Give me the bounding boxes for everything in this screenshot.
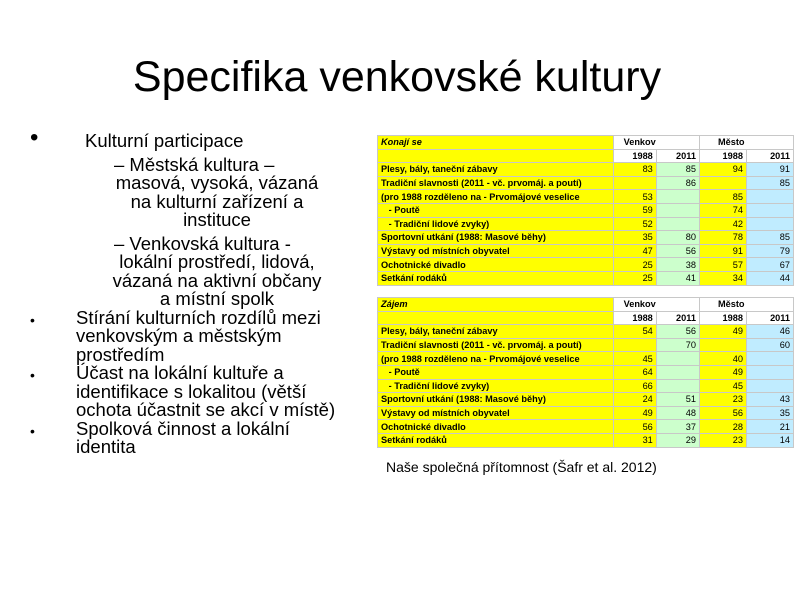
bullet-text: Kulturní participace xyxy=(85,130,244,151)
table-row xyxy=(378,203,794,217)
value-cell xyxy=(746,203,793,217)
value-cell: 80 xyxy=(656,231,699,245)
row-label: Výstavy od místních obyvatel xyxy=(378,406,614,420)
year-header: 1988 xyxy=(613,149,656,163)
source-caption: Naše společná přítomnost (Šafr et al. 2012) xyxy=(386,459,657,475)
row-label: - Tradiční lidové zvyky) xyxy=(378,379,614,393)
bullet-text: Účast na lokální kultuře a identifikace s lokalitou (větší ochota účastnit se akcí v místě) xyxy=(76,362,336,420)
value-cell: 85 xyxy=(746,231,793,245)
table-row xyxy=(378,163,794,177)
bullet-icon: • xyxy=(30,311,35,328)
row-label: Tradiční slavnosti (2011 - vč. prvomáj. a poutí) xyxy=(378,176,614,190)
bullet-list xyxy=(30,124,350,457)
group-header-venkov: Venkov xyxy=(613,298,699,312)
value-cell: 86 xyxy=(656,176,699,190)
value-cell: 56 xyxy=(656,244,699,258)
table-row xyxy=(378,217,794,231)
value-cell: 42 xyxy=(699,217,746,231)
table-heading: Konají se xyxy=(378,136,614,150)
value-cell xyxy=(656,379,699,393)
row-label: (pro 1988 rozděleno na - Prvomájové veselice xyxy=(378,190,614,204)
value-cell: 66 xyxy=(613,379,656,393)
value-cell: 67 xyxy=(746,258,793,272)
row-label: - Tradiční lidové zvyky) xyxy=(378,217,614,231)
sub-bullet-text: masová, vysoká, vázaná na kulturní zařízení a instituce xyxy=(115,172,319,230)
row-label: Plesy, bály, taneční zábavy xyxy=(378,163,614,177)
value-cell: 25 xyxy=(613,258,656,272)
table-row xyxy=(378,190,794,204)
row-label: - Poutě xyxy=(378,203,614,217)
row-label: Setkání rodáků xyxy=(378,433,614,447)
year-header: 2011 xyxy=(746,149,793,163)
value-cell: 21 xyxy=(746,420,793,434)
value-cell: 34 xyxy=(699,271,746,285)
value-cell: 91 xyxy=(699,244,746,258)
row-label: Setkání rodáků xyxy=(378,271,614,285)
value-cell: 37 xyxy=(656,420,699,434)
row-label: Ochotnické divadlo xyxy=(378,258,614,272)
table-row xyxy=(378,271,794,285)
value-cell: 70 xyxy=(656,338,699,352)
sub-bullet-text: lokální prostředí, lidová, vázaná na aktivní občany a místní spolk xyxy=(112,251,322,309)
row-label: Ochotnické divadlo xyxy=(378,420,614,434)
table-zajem xyxy=(377,297,794,448)
value-cell: 52 xyxy=(613,217,656,231)
value-cell: 57 xyxy=(699,258,746,272)
table-row xyxy=(378,420,794,434)
value-cell: 59 xyxy=(613,203,656,217)
value-cell: 31 xyxy=(613,433,656,447)
value-cell xyxy=(746,190,793,204)
value-cell: 78 xyxy=(699,231,746,245)
value-cell: 85 xyxy=(746,176,793,190)
group-header-venkov: Venkov xyxy=(613,136,699,150)
bullet-item xyxy=(30,364,350,420)
table-row xyxy=(378,365,794,379)
value-cell: 14 xyxy=(746,433,793,447)
bullet-icon: • xyxy=(30,422,35,439)
sub-bullet-lead: – Městská kultura – xyxy=(114,153,275,175)
value-cell xyxy=(656,365,699,379)
year-header: 2011 xyxy=(656,311,699,325)
year-header: 2011 xyxy=(656,149,699,163)
value-cell: 51 xyxy=(656,393,699,407)
table-row xyxy=(378,433,794,447)
value-cell xyxy=(656,203,699,217)
value-cell: 47 xyxy=(613,244,656,258)
table-row xyxy=(378,338,794,352)
value-cell: 49 xyxy=(613,406,656,420)
sub-bullet-item xyxy=(30,232,350,309)
value-cell: 60 xyxy=(746,338,793,352)
value-cell: 53 xyxy=(613,190,656,204)
bullet-item xyxy=(30,306,350,365)
value-cell: 56 xyxy=(613,420,656,434)
bullet-icon: • xyxy=(30,124,39,151)
bullet-text: Spolková činnost a lokální identita xyxy=(76,417,290,457)
value-cell: 49 xyxy=(699,325,746,339)
bullet-text: Stírání kulturních rozdílů mezi venkovským a městským prostředím xyxy=(76,306,321,365)
value-cell xyxy=(613,338,656,352)
value-cell: 56 xyxy=(656,325,699,339)
table-heading-spacer xyxy=(378,149,614,163)
year-header: 1988 xyxy=(699,149,746,163)
slide-title: Specifika venkovské kultury xyxy=(132,53,662,101)
row-label: Sportovní utkání (1988: Masové běhy) xyxy=(378,393,614,407)
value-cell: 38 xyxy=(656,258,699,272)
value-cell: 49 xyxy=(699,365,746,379)
value-cell xyxy=(656,352,699,366)
value-cell: 23 xyxy=(699,393,746,407)
row-label: Výstavy od místních obyvatel xyxy=(378,244,614,258)
value-cell: 56 xyxy=(699,406,746,420)
value-cell: 48 xyxy=(656,406,699,420)
value-cell: 54 xyxy=(613,325,656,339)
year-header: 1988 xyxy=(613,311,656,325)
value-cell xyxy=(746,217,793,231)
value-cell: 40 xyxy=(699,352,746,366)
bullet-icon: • xyxy=(30,367,35,383)
bullet-item xyxy=(30,417,350,457)
table-row xyxy=(378,258,794,272)
value-cell: 35 xyxy=(746,406,793,420)
value-cell: 74 xyxy=(699,203,746,217)
row-label: Plesy, bály, taneční zábavy xyxy=(378,325,614,339)
value-cell: 28 xyxy=(699,420,746,434)
value-cell: 94 xyxy=(699,163,746,177)
value-cell xyxy=(656,190,699,204)
value-cell: 25 xyxy=(613,271,656,285)
value-cell: 85 xyxy=(656,163,699,177)
table-row xyxy=(378,352,794,366)
value-cell xyxy=(699,338,746,352)
value-cell: 83 xyxy=(613,163,656,177)
value-cell: 35 xyxy=(613,231,656,245)
value-cell: 85 xyxy=(699,190,746,204)
row-label: Tradiční slavnosti (2011 - vč. prvomáj. a poutí) xyxy=(378,338,614,352)
table-heading-spacer xyxy=(378,311,614,325)
value-cell: 24 xyxy=(613,393,656,407)
sub-bullet-lead: – Venkovská kultura - xyxy=(114,232,291,254)
group-header-mesto: Město xyxy=(699,298,793,312)
table-row xyxy=(378,176,794,190)
year-header: 1988 xyxy=(699,311,746,325)
value-cell: 45 xyxy=(699,379,746,393)
table-row xyxy=(378,379,794,393)
value-cell: 41 xyxy=(656,271,699,285)
table-row xyxy=(378,393,794,407)
table-heading: Zájem xyxy=(378,298,614,312)
value-cell: 91 xyxy=(746,163,793,177)
row-label: (pro 1988 rozděleno na - Prvomájové veselice xyxy=(378,352,614,366)
value-cell xyxy=(746,352,793,366)
value-cell: 29 xyxy=(656,433,699,447)
value-cell xyxy=(613,176,656,190)
value-cell xyxy=(746,379,793,393)
value-cell: 46 xyxy=(746,325,793,339)
group-header-mesto: Město xyxy=(699,136,793,150)
value-cell: 44 xyxy=(746,271,793,285)
table-row xyxy=(378,231,794,245)
table-konaji-se xyxy=(377,135,794,286)
value-cell xyxy=(656,217,699,231)
value-cell xyxy=(699,176,746,190)
year-header: 2011 xyxy=(746,311,793,325)
table-row xyxy=(378,325,794,339)
sub-bullet-item xyxy=(30,153,350,230)
row-label: - Poutě xyxy=(378,365,614,379)
value-cell: 23 xyxy=(699,433,746,447)
value-cell: 43 xyxy=(746,393,793,407)
row-label: Sportovní utkání (1988: Masové běhy) xyxy=(378,231,614,245)
value-cell: 79 xyxy=(746,244,793,258)
table-row xyxy=(378,244,794,258)
value-cell: 45 xyxy=(613,352,656,366)
value-cell: 64 xyxy=(613,365,656,379)
table-row xyxy=(378,406,794,420)
value-cell xyxy=(746,365,793,379)
bullet-item xyxy=(30,124,350,151)
